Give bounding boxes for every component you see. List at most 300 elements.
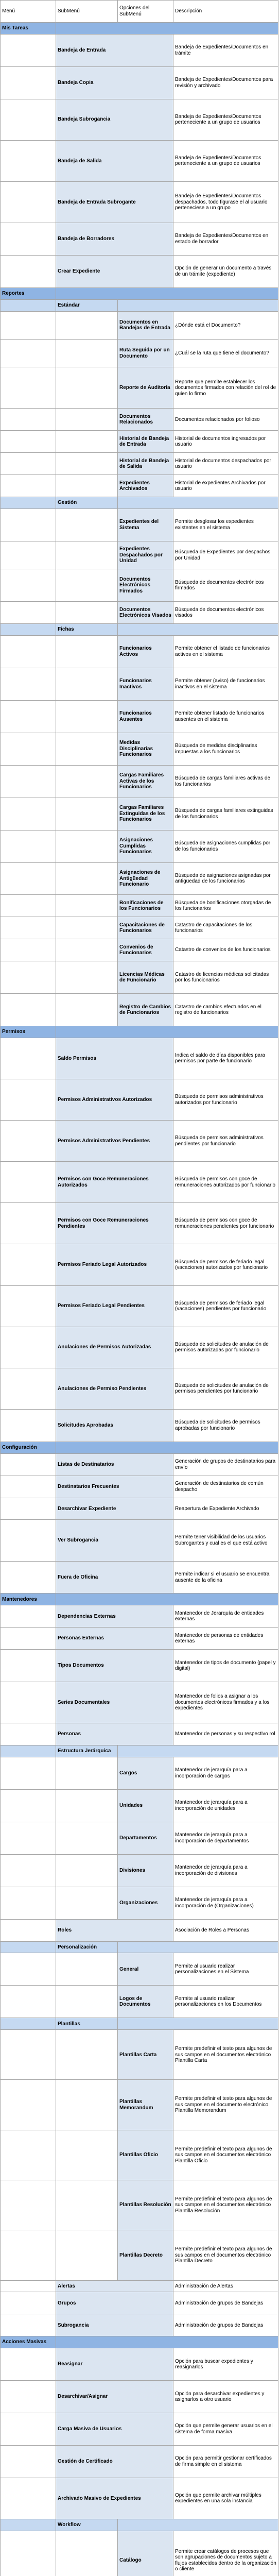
submenu-cell: Grupos bbox=[56, 2292, 173, 2314]
table-row bbox=[1, 2531, 278, 2576]
table-row bbox=[1, 409, 278, 431]
description-cell: Permite al usuario realizar personalizaciones en el Sistema bbox=[173, 1953, 278, 1986]
description-cell: Administración de Alertas bbox=[173, 2280, 278, 2292]
table-row bbox=[1, 1986, 278, 2018]
submenu-cell bbox=[56, 2080, 118, 2130]
menu-section-label: Configuración bbox=[1, 1442, 56, 1453]
menu-cell bbox=[1, 1854, 56, 1887]
header-submenu: SubMenú bbox=[56, 1, 118, 23]
description-cell: Historial de expedientes Archivados por usuario bbox=[173, 475, 278, 497]
option-cell: Asignaciones de Antigüedad Funcionario bbox=[118, 862, 173, 895]
menu-section-fill bbox=[56, 1594, 278, 1605]
menu-section-fill bbox=[56, 2336, 278, 2348]
option-cell: Funcionarios Inactivos bbox=[118, 668, 173, 700]
option-cell: Expedientes Archivados bbox=[118, 475, 173, 497]
menu-cell bbox=[1, 99, 56, 140]
menu-cell bbox=[1, 1498, 56, 1520]
submenu-cell: Bandeja de Entrada Subrogante bbox=[56, 181, 173, 223]
submenu-section-row bbox=[1, 2018, 278, 2030]
submenu-section-fill bbox=[118, 299, 278, 311]
menu-cell bbox=[1, 2413, 56, 2445]
table-row bbox=[1, 668, 278, 700]
menu-section-fill bbox=[56, 287, 278, 299]
submenu-section-row bbox=[1, 1745, 278, 1757]
submenu-section-row bbox=[1, 2519, 278, 2531]
menu-cell bbox=[1, 1887, 56, 1919]
menu-cell bbox=[1, 1285, 56, 1327]
section-indent bbox=[1, 624, 56, 636]
menu-cell bbox=[1, 2180, 56, 2230]
description-cell: Opción de generar un documento a través de un trámite (expediente) bbox=[173, 255, 278, 287]
table-row bbox=[1, 1368, 278, 1409]
description-cell: Permite crear catálogos de procesos que son agrupaciones de documentos sujeto a flujos establecidos dentro de la organización o cliente bbox=[173, 2531, 278, 2576]
table-row bbox=[1, 223, 278, 255]
table-row bbox=[1, 2413, 278, 2445]
table-row bbox=[1, 895, 278, 917]
description-cell: Mantenedor de jerarquía para a incorporación de departamentos bbox=[173, 1822, 278, 1854]
table-row bbox=[1, 1723, 278, 1745]
option-cell: Plantillas Oficio bbox=[118, 2130, 173, 2180]
option-cell: Funcionarios Ausentes bbox=[118, 700, 173, 733]
submenu-cell: Desarchivar/Asignar bbox=[56, 2381, 173, 2413]
table-row bbox=[1, 1285, 278, 1327]
menu-cell bbox=[1, 1757, 56, 1790]
menu-cell bbox=[1, 311, 56, 339]
menu-cell bbox=[1, 1682, 56, 1723]
submenu-section-label: Personalización bbox=[56, 1941, 118, 1953]
submenu-cell bbox=[56, 635, 118, 668]
option-cell: Documentos Relacionados bbox=[118, 409, 173, 431]
menu-cell bbox=[1, 1822, 56, 1854]
submenu-section-label: Gestión bbox=[56, 497, 118, 509]
table-row bbox=[1, 2445, 278, 2478]
option-cell: Unidades bbox=[118, 1789, 173, 1822]
menu-cell bbox=[1, 181, 56, 223]
menu-cell bbox=[1, 2445, 56, 2478]
header-description: Descripción bbox=[173, 1, 278, 23]
submenu-cell: Bandeja Subrogancia bbox=[56, 99, 173, 140]
description-cell: Búsqueda de asignaciones cumplidas por de los funcionarios bbox=[173, 830, 278, 862]
description-cell: Opción para permitir gestionar certificados de firma simple en el sistema bbox=[173, 2445, 278, 2478]
table-row bbox=[1, 2381, 278, 2413]
submenu-cell: Solicitudes Aprobadas bbox=[56, 1409, 173, 1442]
submenu-cell bbox=[56, 994, 118, 1026]
description-cell: Permite predefinir el texto para algunos de sus campos en el documentos electrónico Plantilla Oficio bbox=[173, 2130, 278, 2180]
submenu-cell bbox=[56, 2180, 118, 2230]
description-cell: Catastro de cambios efectuados en el registro de funcionarios bbox=[173, 994, 278, 1026]
description-cell: Opción para desarchivar expedientes y asignarlos a otro usuario bbox=[173, 2381, 278, 2413]
table-row bbox=[1, 1919, 278, 1941]
submenu-cell: Destinatarios Frecuentes bbox=[56, 1476, 173, 1498]
option-cell: Expedientes Despachados por Unidad bbox=[118, 541, 173, 569]
description-cell: Búsqueda de medidas disciplinarias impuestas a los funcionarios bbox=[173, 733, 278, 765]
section-indent bbox=[1, 1745, 56, 1757]
submenu-section-label: Workflow bbox=[56, 2519, 118, 2531]
submenu-cell bbox=[56, 917, 118, 939]
table-header-row bbox=[1, 1, 278, 23]
description-cell: Mantenedor de folios a asignar a los documentos electrónicos firmados y a los expedientes bbox=[173, 1682, 278, 1723]
submenu-cell: Roles bbox=[56, 1919, 173, 1941]
submenu-cell bbox=[56, 2230, 118, 2280]
submenu-cell bbox=[56, 509, 118, 541]
menu-cell bbox=[1, 733, 56, 765]
description-cell: Mantenedor de jerarquía para a incorporación de divisiones bbox=[173, 1854, 278, 1887]
table-row bbox=[1, 1682, 278, 1723]
menu-cell bbox=[1, 66, 56, 99]
submenu-section-label: Plantillas bbox=[56, 2018, 118, 2030]
menu-cell bbox=[1, 1520, 56, 1561]
table-row bbox=[1, 1822, 278, 1854]
table-row bbox=[1, 1327, 278, 1368]
submenu-cell bbox=[56, 798, 118, 830]
table-row bbox=[1, 255, 278, 287]
menu-cell bbox=[1, 569, 56, 602]
option-cell: Cargos bbox=[118, 1757, 173, 1790]
description-cell: Mantenedor de tipos de documento (papel y digital) bbox=[173, 1650, 278, 1682]
submenu-section-row bbox=[1, 624, 278, 636]
submenu-cell: Bandeja de Entrada bbox=[56, 34, 173, 66]
submenu-cell bbox=[56, 895, 118, 917]
submenu-cell bbox=[56, 409, 118, 431]
description-cell: Reporte que permite establecer los documentos firmados con relación del rol de quien lo firmo bbox=[173, 367, 278, 409]
description-cell: Generación de grupos de destinatarios para envío bbox=[173, 1453, 278, 1476]
menu-cell bbox=[1, 367, 56, 409]
table-row bbox=[1, 700, 278, 733]
description-cell: Bandeja de Expedientes/Documentos para revisión y archivado bbox=[173, 66, 278, 99]
table-row bbox=[1, 431, 278, 453]
description-cell: Mantenedor de jerarquía para a incorporación de (Organizaciones) bbox=[173, 1887, 278, 1919]
description-cell: Generación de destinatarios de común despacho bbox=[173, 1476, 278, 1498]
submenu-cell bbox=[56, 700, 118, 733]
description-cell: Búsqueda de cargas familiares extinguidas de los funcionarios bbox=[173, 798, 278, 830]
submenu-section-label: Estructura Jerárquica bbox=[56, 1745, 118, 1757]
table-row bbox=[1, 311, 278, 339]
description-cell: Bandeja de Expedientes/Documentos en trámite bbox=[173, 34, 278, 66]
table-row bbox=[1, 2478, 278, 2519]
submenu-section-fill bbox=[118, 2519, 278, 2531]
menu-section-label: Mis Tareas bbox=[1, 22, 56, 34]
menu-cell bbox=[1, 1789, 56, 1822]
menu-cell bbox=[1, 541, 56, 569]
option-cell: Organizaciones bbox=[118, 1887, 173, 1919]
table-row bbox=[1, 1561, 278, 1594]
menu-cell bbox=[1, 1723, 56, 1745]
option-cell: Plantillas Resolución bbox=[118, 2180, 173, 2230]
description-cell: Opción para buscar expedientes y reasignarlos bbox=[173, 2348, 278, 2381]
submenu-cell bbox=[56, 961, 118, 994]
table-row bbox=[1, 66, 278, 99]
menu-section-row bbox=[1, 287, 278, 299]
description-cell: Catastro de licencias médicas solicitadas por los funcionarios bbox=[173, 961, 278, 994]
menu-cell bbox=[1, 961, 56, 994]
table-row bbox=[1, 1520, 278, 1561]
submenu-cell: Ver Subrogancia bbox=[56, 1520, 173, 1561]
description-cell: Búsqueda de Expedientes por despachos por Unidad bbox=[173, 541, 278, 569]
table-row bbox=[1, 2130, 278, 2180]
menu-cell bbox=[1, 1203, 56, 1244]
option-cell: Licencias Médicas de Funcionario bbox=[118, 961, 173, 994]
option-cell: Documentos Electrónicos Visados bbox=[118, 602, 173, 624]
section-indent bbox=[1, 1941, 56, 1953]
description-cell: Búsqueda de cargas familiares activas de los funcionarios bbox=[173, 765, 278, 798]
description-cell: Opción que permite archivar múltiples expedientes en una sola instancia bbox=[173, 2478, 278, 2519]
submenu-cell: Permisos Administrativos Pendientes bbox=[56, 1121, 173, 1162]
description-cell: Permite predefinir el texto para algunos de sus campos en el documento electrónico Plantilla Memorandum bbox=[173, 2080, 278, 2130]
table-row bbox=[1, 367, 278, 409]
table-row bbox=[1, 1476, 278, 1498]
table-row bbox=[1, 1953, 278, 1986]
submenu-cell: Alertas bbox=[56, 2280, 173, 2292]
description-cell: Búsqueda de asignaciones asignadas por antigüedad de los funcionarios bbox=[173, 862, 278, 895]
submenu-cell: Reasignar bbox=[56, 2348, 173, 2381]
menu-cell bbox=[1, 1244, 56, 1285]
table-row bbox=[1, 1038, 278, 1079]
menu-cell bbox=[1, 1162, 56, 1203]
submenu-cell: Bandeja de Borradores bbox=[56, 223, 173, 255]
option-cell: Historial de Bandeja de Entrada bbox=[118, 431, 173, 453]
option-cell: Logos de Documentos bbox=[118, 1986, 173, 2018]
description-cell: Bandeja de Expedientes/Documentos en estado de borrador bbox=[173, 223, 278, 255]
table-row bbox=[1, 2292, 278, 2314]
description-cell: Permite al usuario realizar personalizaciones en los Documentos bbox=[173, 1986, 278, 2018]
option-cell: Plantillas Memorandum bbox=[118, 2080, 173, 2130]
menu-cell bbox=[1, 1121, 56, 1162]
table-row bbox=[1, 2230, 278, 2280]
submenu-cell: Saldo Permisos bbox=[56, 1038, 173, 1079]
table-row bbox=[1, 2314, 278, 2336]
menu-cell bbox=[1, 1038, 56, 1079]
submenu-cell: Archivado Masivo de Expedientes bbox=[56, 2478, 173, 2519]
submenu-cell: Permisos Feriado Legal Autorizados bbox=[56, 1244, 173, 1285]
option-cell: General bbox=[118, 1953, 173, 1986]
description-cell: Opción que permite generar usuarios en el sistema de forma masiva bbox=[173, 2413, 278, 2445]
menu-cell bbox=[1, 2314, 56, 2336]
description-cell: Mantenedor de jerarquía para a incorporación de cargos bbox=[173, 1757, 278, 1790]
submenu-cell bbox=[56, 862, 118, 895]
menu-cell bbox=[1, 668, 56, 700]
submenu-cell: Bandeja Copia bbox=[56, 66, 173, 99]
menu-cell bbox=[1, 475, 56, 497]
menu-cell bbox=[1, 2478, 56, 2519]
menu-cell bbox=[1, 700, 56, 733]
submenu-cell bbox=[56, 569, 118, 602]
submenu-cell: Permisos con Goce Remuneraciones Pendientes bbox=[56, 1203, 173, 1244]
description-cell: ¿Cuál se la ruta que tiene el documento? bbox=[173, 339, 278, 367]
menu-cell bbox=[1, 1605, 56, 1628]
table-row bbox=[1, 1162, 278, 1203]
submenu-cell bbox=[56, 453, 118, 475]
menu-cell bbox=[1, 2531, 56, 2576]
submenu-cell: Dependencias Externas bbox=[56, 1605, 173, 1628]
submenu-section-fill bbox=[118, 1745, 278, 1757]
submenu-cell bbox=[56, 602, 118, 624]
menu-cell bbox=[1, 2292, 56, 2314]
table-row bbox=[1, 1854, 278, 1887]
option-cell: Expedientes del Sistema bbox=[118, 509, 173, 541]
submenu-cell bbox=[56, 765, 118, 798]
description-cell: Permite obtener listado de funcionarios ausentes en el sistema bbox=[173, 700, 278, 733]
menu-cell bbox=[1, 431, 56, 453]
menu-cell bbox=[1, 2080, 56, 2130]
description-cell: Permite desglosar los expedientes existentes en el sistema bbox=[173, 509, 278, 541]
description-cell: Mantenedor de Jerarquía de entidades externas bbox=[173, 1605, 278, 1628]
menu-section-fill bbox=[56, 1442, 278, 1453]
menu-cell bbox=[1, 2280, 56, 2292]
menu-section-row bbox=[1, 1594, 278, 1605]
description-cell: Búsqueda de solicitudes de permisos aprobadas por funcionario bbox=[173, 1409, 278, 1442]
table-row bbox=[1, 2280, 278, 2292]
description-cell: Permite obtener el listado de funcionarios activos en el sistema bbox=[173, 635, 278, 668]
menu-cell bbox=[1, 1327, 56, 1368]
submenu-cell: Subrogancia bbox=[56, 2314, 173, 2336]
menu-cell bbox=[1, 2030, 56, 2080]
description-cell: Búsqueda de documentos electrónicos visados bbox=[173, 602, 278, 624]
submenu-cell: Tipos Documentos bbox=[56, 1650, 173, 1682]
option-cell: Plantillas Decreto bbox=[118, 2230, 173, 2280]
table-row bbox=[1, 1498, 278, 1520]
option-cell: Capacitaciones de Funcionarios bbox=[118, 917, 173, 939]
description-cell: Permite predefinir el texto para algunos de sus campos en el documentos electrónico Plantilla Decreto bbox=[173, 2230, 278, 2280]
menu-cell bbox=[1, 917, 56, 939]
description-cell: Catastro de capacitaciones de los funcionarios bbox=[173, 917, 278, 939]
option-cell: Reporte de Auditoría bbox=[118, 367, 173, 409]
option-cell: Documentos en Bandejas de Entrada bbox=[118, 311, 173, 339]
submenu-cell: Fuera de Oficina bbox=[56, 1561, 173, 1594]
menu-cell bbox=[1, 409, 56, 431]
submenu-section-row bbox=[1, 299, 278, 311]
description-cell: Indica el saldo de días disponibles para permisos por parte de funcionario bbox=[173, 1038, 278, 1079]
option-cell: Convenios de Funcionarios bbox=[118, 939, 173, 961]
description-cell: Reapertura de Expediente Archivado bbox=[173, 1498, 278, 1520]
description-cell: Búsqueda de permisos de feriado legal (vacaciones) pendientes por funcionario bbox=[173, 1285, 278, 1327]
submenu-cell: Anulaciones de Permiso Pendientes bbox=[56, 1368, 173, 1409]
menu-section-fill bbox=[56, 1026, 278, 1038]
submenu-cell: Crear Expediente bbox=[56, 255, 173, 287]
menu-cell bbox=[1, 2230, 56, 2280]
description-cell: Mantenedor de jerarquía para a incorporación de unidades bbox=[173, 1789, 278, 1822]
description-cell: Búsqueda de permisos de feriado legal (vacaciones) autorizados por funcionario bbox=[173, 1244, 278, 1285]
menu-cell bbox=[1, 2348, 56, 2381]
menu-cell bbox=[1, 1953, 56, 1986]
table-row bbox=[1, 939, 278, 961]
submenu-cell bbox=[56, 2531, 118, 2576]
table-row bbox=[1, 140, 278, 181]
description-cell: Búsqueda de permisos administrativos pendientes por funcionario bbox=[173, 1121, 278, 1162]
menu-cell bbox=[1, 2130, 56, 2180]
description-cell: Historial de documentos despachados por usuario bbox=[173, 453, 278, 475]
table-row bbox=[1, 1121, 278, 1162]
submenu-cell bbox=[56, 1789, 118, 1822]
menu-cell bbox=[1, 895, 56, 917]
submenu-cell bbox=[56, 939, 118, 961]
section-indent bbox=[1, 299, 56, 311]
option-cell: Registro de Cambios de Funcionarios bbox=[118, 994, 173, 1026]
menu-section-label: Mantenedores bbox=[1, 1594, 56, 1605]
submenu-cell: Permisos con Goce Remuneraciones Autorizados bbox=[56, 1162, 173, 1203]
description-cell: Búsqueda de documentos electrónicos firmados bbox=[173, 569, 278, 602]
table-row bbox=[1, 2030, 278, 2080]
submenu-cell: Anulaciones de Permisos Autorizadas bbox=[56, 1327, 173, 1368]
menu-section-label: Reportes bbox=[1, 287, 56, 299]
option-cell: Historial de Bandeja de Salida bbox=[118, 453, 173, 475]
submenu-cell: Personas bbox=[56, 1723, 173, 1745]
table-row bbox=[1, 475, 278, 497]
submenu-cell bbox=[56, 431, 118, 453]
submenu-cell bbox=[56, 1822, 118, 1854]
table-row bbox=[1, 339, 278, 367]
description-cell: Permite tener visibilidad de los usuarios Subrogantes y cual es el que está activo bbox=[173, 1520, 278, 1561]
menu-section-row bbox=[1, 1442, 278, 1453]
submenu-cell bbox=[56, 1986, 118, 2018]
submenu-cell bbox=[56, 733, 118, 765]
menu-cell bbox=[1, 1079, 56, 1121]
table-row bbox=[1, 602, 278, 624]
submenu-cell: Series Documentales bbox=[56, 1682, 173, 1723]
menu-section-row bbox=[1, 2336, 278, 2348]
submenu-cell bbox=[56, 475, 118, 497]
table-row bbox=[1, 1244, 278, 1285]
menu-cell bbox=[1, 765, 56, 798]
description-cell: Mantenedor de personas de entidades externas bbox=[173, 1628, 278, 1650]
table-row bbox=[1, 34, 278, 66]
submenu-section-label: Fichas bbox=[56, 624, 118, 636]
menu-cell bbox=[1, 453, 56, 475]
description-cell: Permite predefinir el texto para algunos de sus campos en el documentos electrónico Plantilla Carta bbox=[173, 2030, 278, 2080]
submenu-cell: Listas de Destinatarios bbox=[56, 1453, 173, 1476]
table-row bbox=[1, 2348, 278, 2381]
submenu-section-fill bbox=[118, 624, 278, 636]
description-cell: Permite indicar si el usuario se encuentra ausente de la oficina bbox=[173, 1561, 278, 1594]
submenu-section-fill bbox=[118, 1941, 278, 1953]
table-row bbox=[1, 181, 278, 223]
submenu-cell bbox=[56, 1757, 118, 1790]
description-cell: Administración de grupos de Bandejas bbox=[173, 2314, 278, 2336]
option-cell: Catálogo bbox=[118, 2531, 173, 2576]
submenu-cell: Gestión de Certificado bbox=[56, 2445, 173, 2478]
submenu-section-row bbox=[1, 1941, 278, 1953]
table-row bbox=[1, 541, 278, 569]
submenu-cell: Bandeja de Salida bbox=[56, 140, 173, 181]
menu-cell bbox=[1, 339, 56, 367]
option-cell: Bonificaciones de los Funcionarios bbox=[118, 895, 173, 917]
submenu-section-fill bbox=[118, 2018, 278, 2030]
submenu-cell bbox=[56, 1854, 118, 1887]
submenu-cell: Carga Masiva de Usuarios bbox=[56, 2413, 173, 2445]
menu-cell bbox=[1, 223, 56, 255]
submenu-cell bbox=[56, 1887, 118, 1919]
submenu-cell bbox=[56, 668, 118, 700]
description-cell: Búsqueda de solicitudes de anulación de permisos autorizadas por funcionario bbox=[173, 1327, 278, 1368]
description-cell: Historial de documentos ingresados por usuario bbox=[173, 431, 278, 453]
menu-cell bbox=[1, 602, 56, 624]
description-cell: Documentos relacionados por folioso bbox=[173, 409, 278, 431]
table-row bbox=[1, 1409, 278, 1442]
table-row bbox=[1, 1079, 278, 1121]
submenu-section-label: Estándar bbox=[56, 299, 118, 311]
description-cell: Búsqueda de permisos con goce de remuneraciones autorizados por funcionario bbox=[173, 1162, 278, 1203]
submenu-cell: Permisos Feriado Legal Pendientes bbox=[56, 1285, 173, 1327]
section-indent bbox=[1, 2519, 56, 2531]
table-row bbox=[1, 1203, 278, 1244]
description-cell: Asociación de Roles a Personas bbox=[173, 1919, 278, 1941]
option-cell: Divisiones bbox=[118, 1854, 173, 1887]
header-menu: Menú bbox=[1, 1, 56, 23]
submenu-cell bbox=[56, 1953, 118, 1986]
menu-cell bbox=[1, 994, 56, 1026]
menu-section-row bbox=[1, 22, 278, 34]
menu-cell bbox=[1, 1561, 56, 1594]
menu-cell bbox=[1, 939, 56, 961]
